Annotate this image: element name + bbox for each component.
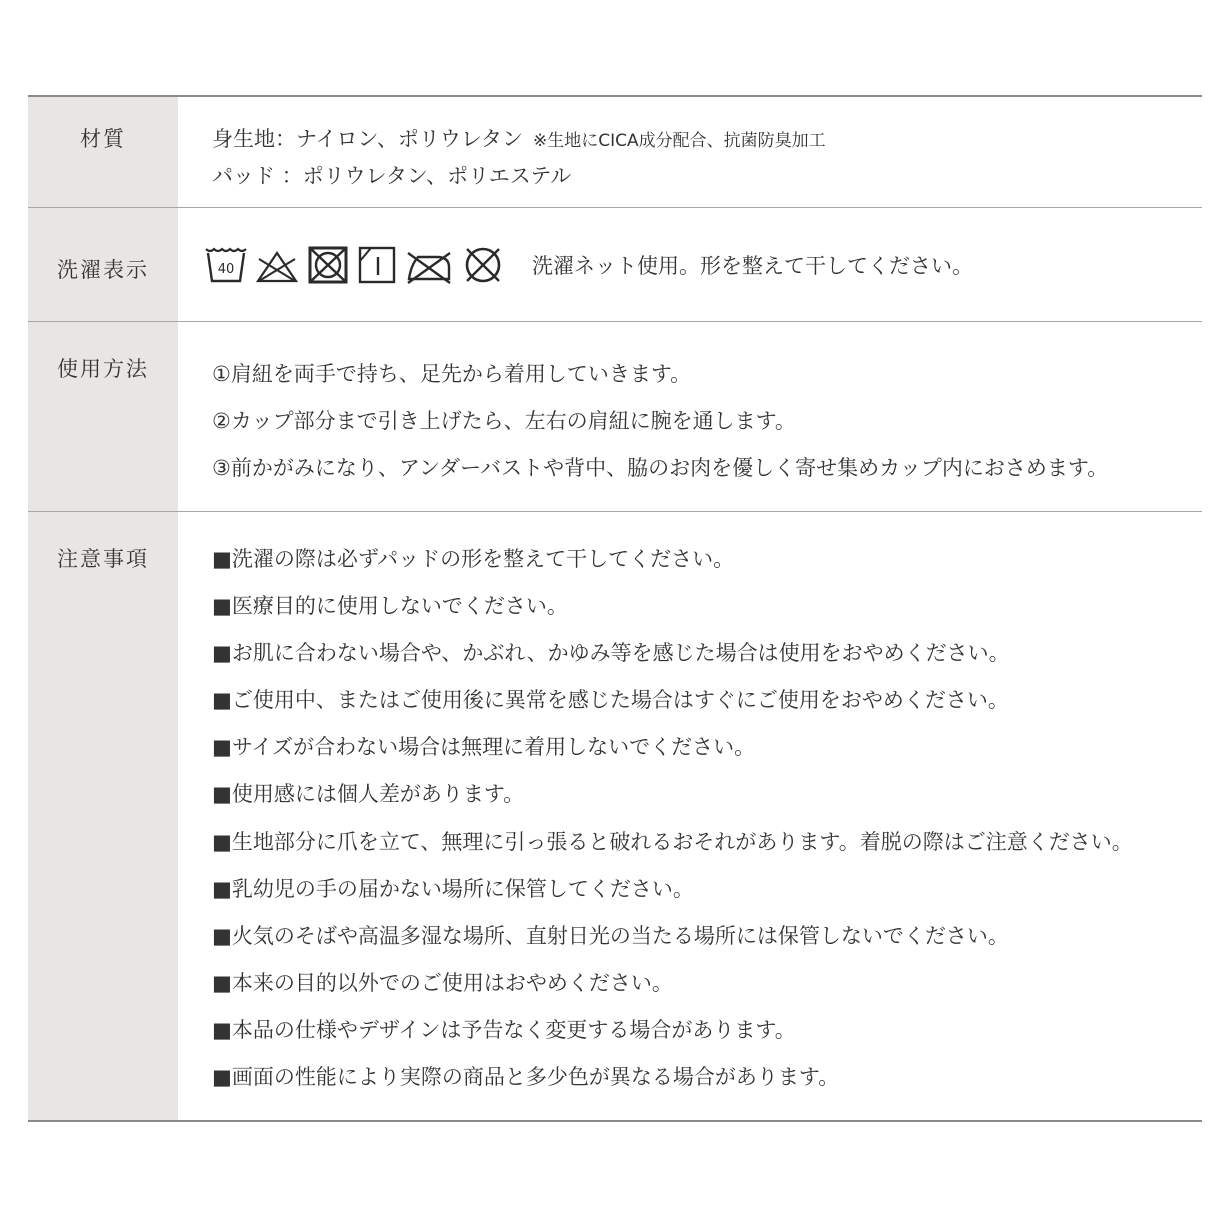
caution-row	[28, 512, 1202, 1122]
spec-table	[28, 95, 1202, 1122]
material-body-text: 身生地：ナイロン、ポリウレタン	[212, 127, 524, 151]
caution-label: 注意事項	[28, 512, 178, 1120]
caution-item: ■火気のそばや高温多湿な場所、直射日光の当たる場所には保管しないでください。	[212, 923, 1009, 948]
washing-content	[178, 208, 1202, 321]
caution-content	[178, 512, 1202, 1120]
wash-40-icon	[204, 245, 248, 285]
no-dry-clean-icon	[461, 245, 505, 285]
washing-label: 洗濯表示	[28, 208, 178, 321]
material-row	[28, 97, 1202, 208]
no-tumble-dry-icon	[306, 245, 350, 285]
caution-item: ■生地部分に爪を立て、無理に引っ張ると破れるおそれがあります。着脱の際はご注意ください。	[212, 829, 1133, 854]
wash-temp-text: 40	[217, 261, 235, 277]
care-icons	[204, 245, 512, 285]
caution-item: ■サイズが合わない場合は無理に着用しないでください。	[212, 735, 756, 760]
usage-label: 使用方法	[28, 322, 178, 511]
washing-instructions: 洗濯ネット使用。形を整えて干してください。	[532, 253, 973, 278]
usage-content	[178, 322, 1202, 511]
usage-step: ②カップ部分まで引き上げたら、左右の肩紐に腕を通します。	[212, 409, 796, 433]
usage-step: ③前かがみになり、アンダーバストや背中、脇のお肉を優しく寄せ集めカップ内におさめます。	[212, 456, 1109, 480]
caution-item: ■洗濯の際は必ずパッドの形を整えて干してください。	[212, 547, 735, 571]
caution-item: ■本来の目的以外でのご使用はおやめください。	[212, 970, 673, 995]
caution-item: ■使用感には個人差があります。	[212, 782, 525, 807]
caution-item: ■画面の性能により実際の商品と多少色が異なる場合があります。	[212, 1065, 840, 1090]
no-bleach-icon	[255, 245, 299, 285]
material-line-pad: パッド ：ポリウレタン、ポリエステル	[212, 164, 572, 188]
usage-step: ①肩紐を両手で持ち、足先から着用していきます。	[212, 362, 692, 386]
material-line-body	[212, 122, 1202, 159]
caution-item: ■医療目的に使用しないでください。	[212, 594, 568, 619]
material-note: ※生地にCICA成分配合、抗菌防臭加工	[533, 131, 826, 151]
caution-item: ■お肌に合わない場合や、かぶれ、かゆみ等を感じた場合は使用をおやめください。	[212, 641, 1010, 666]
material-label: 材質	[28, 97, 178, 207]
usage-row	[28, 322, 1202, 512]
caution-item: ■本品の仕様やデザインは予告なく変更する場合があります。	[212, 1017, 796, 1042]
caution-item: ■ご使用中、またはご使用後に異常を感じた場合はすぐにご使用をおやめください。	[212, 688, 1009, 713]
line-dry-icon	[357, 245, 397, 285]
material-content	[178, 97, 1202, 207]
caution-item: ■乳幼児の手の届かない場所に保管してください。	[212, 876, 694, 901]
washing-row	[28, 208, 1202, 322]
no-iron-icon	[404, 245, 454, 285]
